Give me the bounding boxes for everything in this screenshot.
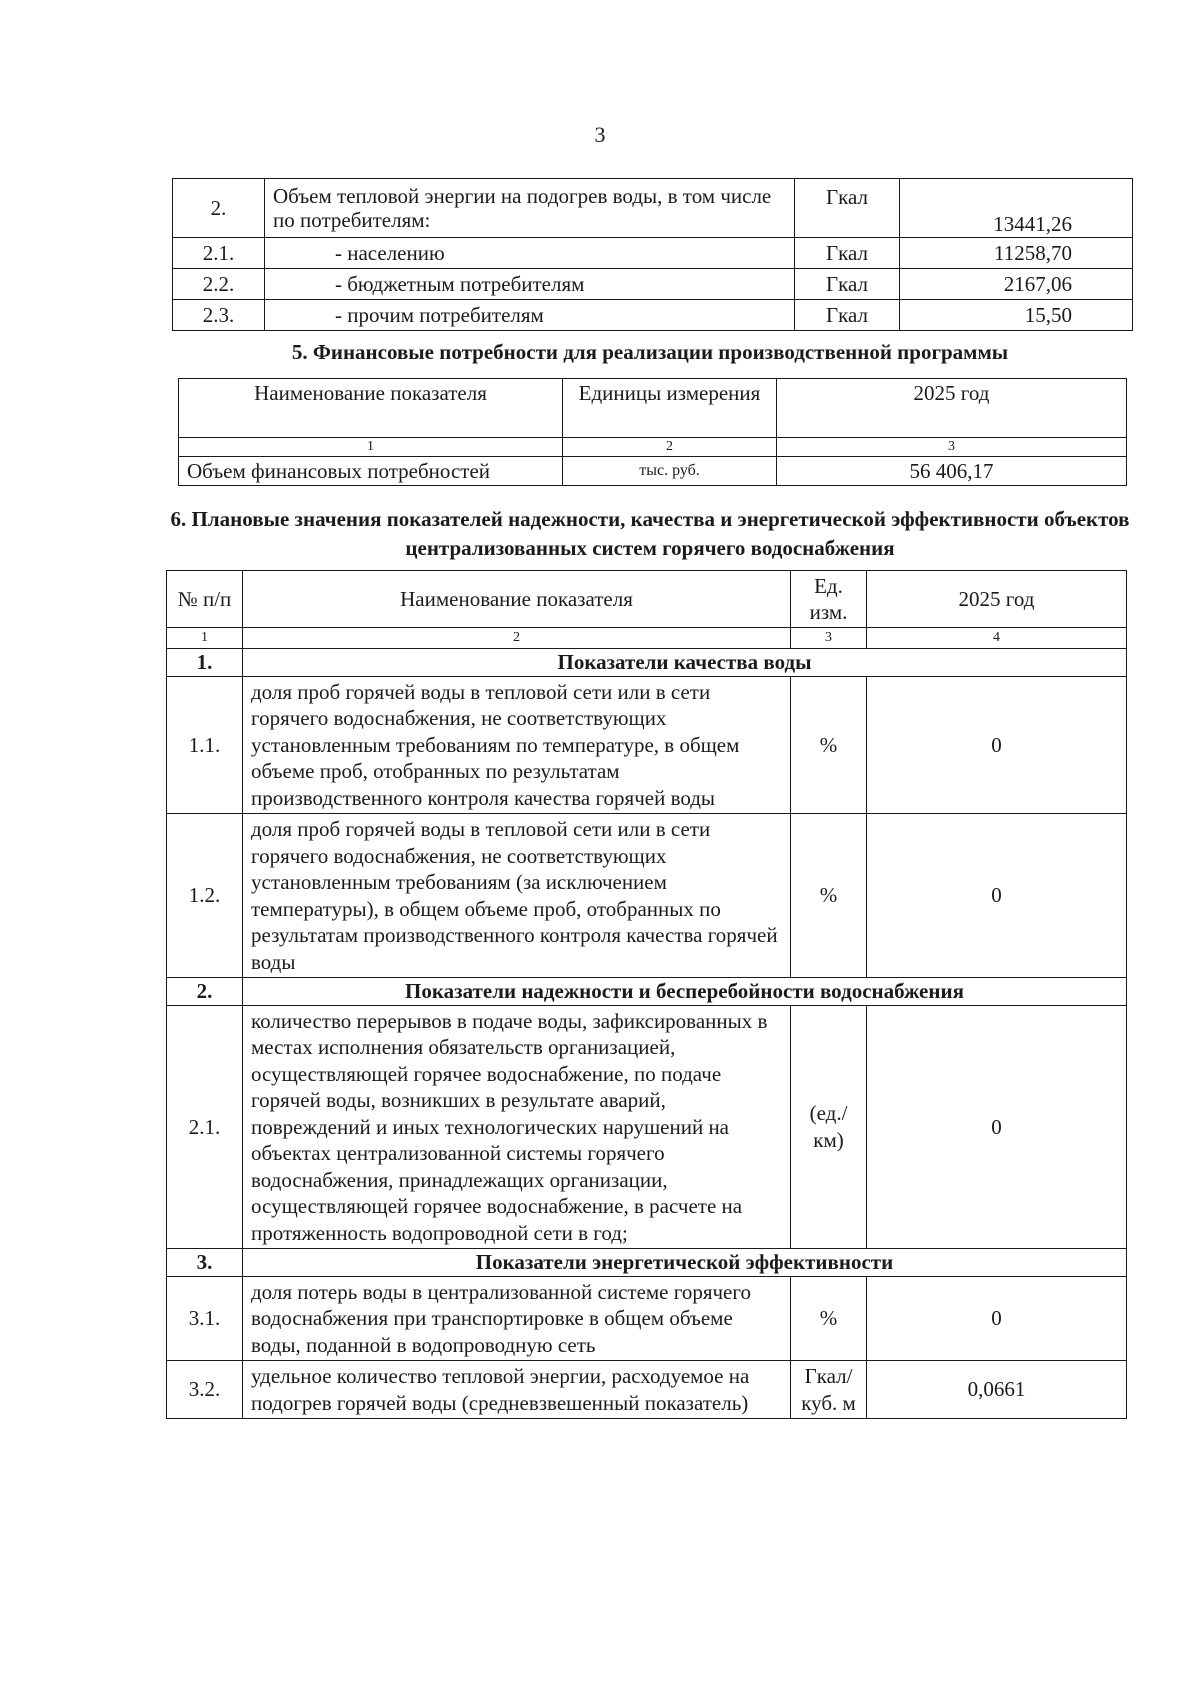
row-unit: % bbox=[791, 814, 867, 978]
row-number: 2.2. bbox=[173, 269, 265, 300]
row-value: 2167,06 bbox=[900, 269, 1133, 300]
row-number: 2.1. bbox=[173, 238, 265, 269]
row-name: - населению bbox=[265, 238, 795, 269]
row-name: доля проб горячей воды в тепловой сети или в сети горячего водоснабжения, не соответствующих установленным требованиям (за исключением температуры), в общем объеме проб, отобранных по результатам производственного контроля качества горячей воды bbox=[243, 814, 791, 978]
header-row bbox=[167, 571, 1127, 628]
section-title: Показатели надежности и бесперебойности водоснабжения bbox=[243, 978, 1127, 1006]
section-6-title: 6. Плановые значения показателей надежности, качества и энергетической эффективности объектов централизованных систем горячего водоснабжения bbox=[170, 507, 1130, 560]
row-value: 0,0661 bbox=[867, 1361, 1127, 1419]
row-unit: % bbox=[791, 676, 867, 814]
table-row bbox=[173, 179, 1133, 238]
table-row bbox=[173, 238, 1133, 269]
row-unit: (ед./ км) bbox=[791, 1005, 867, 1249]
row-number: 1.1. bbox=[167, 676, 243, 814]
table-row bbox=[167, 814, 1127, 978]
column-number: 3 bbox=[791, 628, 867, 649]
column-number: 1 bbox=[167, 628, 243, 649]
table-row bbox=[167, 1361, 1127, 1419]
row-name: - бюджетным потребителям bbox=[265, 269, 795, 300]
row-number: 3.1. bbox=[167, 1276, 243, 1361]
row-name: Объем финансовых потребностей bbox=[179, 457, 563, 486]
section-number: 1. bbox=[167, 649, 243, 677]
financial-needs-table bbox=[178, 378, 1127, 486]
section-title: Показатели энергетической эффективности bbox=[243, 1249, 1127, 1277]
row-number: 2.3. bbox=[173, 300, 265, 331]
table-row bbox=[167, 676, 1127, 814]
row-name: удельное количество тепловой энергии, расходуемое на подогрев горячей воды (средневзвешенный показатель) bbox=[243, 1361, 791, 1419]
row-name: Объем тепловой энергии на подогрев воды, в том числе по потребителям: bbox=[265, 179, 795, 238]
indicators-table bbox=[166, 570, 1127, 1419]
row-name: количество перерывов в подаче воды, зафиксированных в местах исполнения обязательств организацией, осуществляющей горячее водоснабжение, по подаче горячей воды, возникших в результате аварий, повреждений и иных технологических нарушений на объектах централизованной системы горячего водоснабжения, принадлежащих организации, осуществляющей горячее водоснабжение, в расчете на протяженность водопроводной сети в год; bbox=[243, 1005, 791, 1249]
column-header: Ед. изм. bbox=[791, 571, 867, 628]
column-number: 2 bbox=[243, 628, 791, 649]
row-number: 2.1. bbox=[167, 1005, 243, 1249]
row-value: 56 406,17 bbox=[777, 457, 1127, 486]
row-value: 0 bbox=[867, 1005, 1127, 1249]
row-value: 11258,70 bbox=[900, 238, 1133, 269]
row-name: доля проб горячей воды в тепловой сети или в сети горячего водоснабжения, не соответствующих установленным требованиям по температуре, в общем объеме проб, отобранных по результатам производственного контроля качества горячей воды bbox=[243, 676, 791, 814]
column-header: Наименование показателя bbox=[243, 571, 791, 628]
column-number-row bbox=[167, 628, 1127, 649]
row-unit: тыс. руб. bbox=[563, 457, 777, 486]
row-unit: Гкал bbox=[795, 300, 900, 331]
section-row bbox=[167, 978, 1127, 1006]
row-name: доля потерь воды в централизованной системе горячего водоснабжения при транспортировке в общем объеме воды, поданной в водопроводную сеть bbox=[243, 1276, 791, 1361]
header-row bbox=[179, 379, 1127, 438]
heat-volume-table bbox=[172, 178, 1133, 331]
table-row bbox=[179, 457, 1127, 486]
row-unit: Гкал bbox=[795, 269, 900, 300]
row-value: 0 bbox=[867, 676, 1127, 814]
section-row bbox=[167, 1249, 1127, 1277]
table-row bbox=[167, 1005, 1127, 1249]
row-name: - прочим потребителям bbox=[265, 300, 795, 331]
column-header: 2025 год bbox=[867, 571, 1127, 628]
table-row bbox=[173, 300, 1133, 331]
row-number: 2. bbox=[173, 179, 265, 238]
section-number: 2. bbox=[167, 978, 243, 1006]
column-number: 2 bbox=[563, 438, 777, 457]
section-5-title: 5. Финансовые потребности для реализации производственной программы bbox=[291, 340, 1009, 364]
row-value: 0 bbox=[867, 1276, 1127, 1361]
row-value: 0 bbox=[867, 814, 1127, 978]
table-row bbox=[167, 1276, 1127, 1361]
column-header: 2025 год bbox=[777, 379, 1127, 438]
section-title: Показатели качества воды bbox=[243, 649, 1127, 677]
row-unit: Гкал/ куб. м bbox=[791, 1361, 867, 1419]
column-header: Наименование показателя bbox=[179, 379, 563, 438]
row-value: 15,50 bbox=[900, 300, 1133, 331]
row-value: 13441,26 bbox=[900, 179, 1133, 238]
column-header: № п/п bbox=[167, 571, 243, 628]
page-number: 3 bbox=[594, 122, 606, 147]
section-row bbox=[167, 649, 1127, 677]
row-unit: Гкал bbox=[795, 179, 900, 238]
column-header: Единицы измерения bbox=[563, 379, 777, 438]
column-number-row bbox=[179, 438, 1127, 457]
row-number: 1.2. bbox=[167, 814, 243, 978]
column-number: 4 bbox=[867, 628, 1127, 649]
row-unit: Гкал bbox=[795, 238, 900, 269]
table-row bbox=[173, 269, 1133, 300]
column-number: 3 bbox=[777, 438, 1127, 457]
section-number: 3. bbox=[167, 1249, 243, 1277]
row-number: 3.2. bbox=[167, 1361, 243, 1419]
row-unit: % bbox=[791, 1276, 867, 1361]
column-number: 1 bbox=[179, 438, 563, 457]
